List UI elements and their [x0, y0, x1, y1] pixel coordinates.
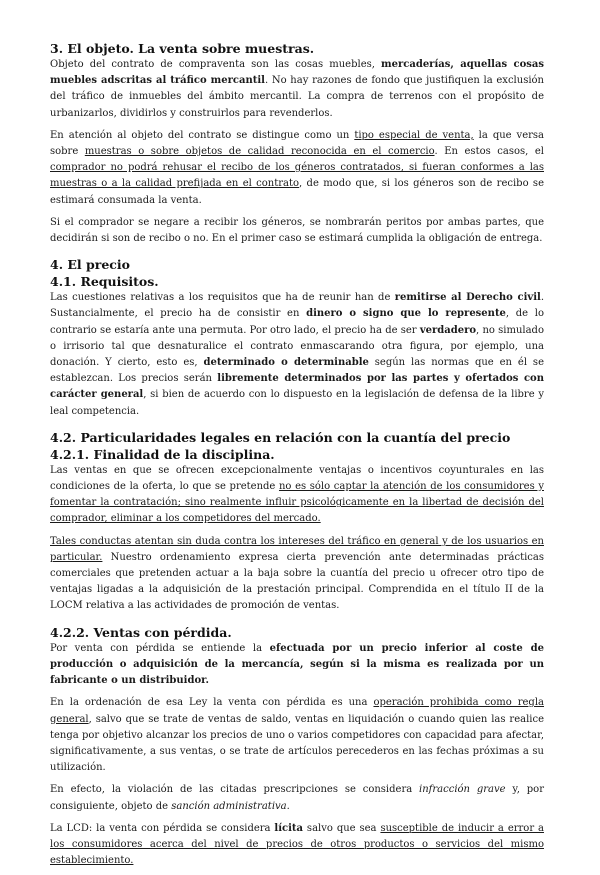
paragraph: Las cuestiones relativas a los requisitos que ha de reunir han de remitirse al Derecho civil. Sustancialmente, el precio ha de consistir en dinero o signo que lo represente, de lo contrario se estaría ante una permuta. Por otro lado, el precio ha de ser verdadero, no simulado o irrisorio tal que desnaturalice el contrato enmascarando otra figura, por ejemplo, una donación. Y cierto, esto es, determinado o determinable según las normas que en él se establezcan. Los precios serán libremente determinados por las partes y ofertados con carácter general, si bien de acuerdo con lo dispuesto en la legislación de defensa de la libre y leal competencia. — [50, 292, 545, 417]
bold-text: mercaderías, aquellas cosas muebles adscritas al tráfico mercantil — [50, 59, 544, 87]
bold-text: remitirse al Derecho civil — [394, 292, 541, 304]
bold-text: determinado o determinable — [203, 357, 369, 369]
section-3-heading: 3. El objeto. La venta sobre muestras. — [50, 41, 315, 56]
paragraph: En la ordenación de esa Ley la venta con pérdida es una operación prohibida como regla general, salvo que se trate de ventas de saldo, ventas en liquidación o cuando quien las realice tenga por objetivo alcanzar los precios de uno o varios competidores con capacidad para afectar, significativamente, a sus ventas, o se trate de artículos perecederos en las fechas próximas a su utilización. — [50, 697, 544, 774]
underlined-text: susceptible de inducir a error a los consumidores acerca del nivel de precios de otros productos o servicios del mismo establecimiento. — [50, 822, 544, 867]
underlined-text: no es sólo captar la atención de los consumidores y fomentar la contratación; sino realmente influir psicológicamente en la libertad de decisión del comprador, eliminar a los competidores del mercado. — [50, 481, 544, 525]
section-4-2-heading: 4.2. Particularidades legales en relación con la cuantía del precio — [50, 429, 511, 445]
bold-text: dinero o signo que lo represente — [306, 308, 506, 320]
paragraph: En atención al objeto del contrato se distingue como un tipo especial de venta, la que versa sobre muestras o sobre objetos de calidad reconocida en el comercio. En estos casos, el comprador no podrá rehusar el recibo de los géneros contratados, si fueran conformes a las muestras o a la calidad prefijada en el contrato, de modo que, si los géneros son de recibo se estimará consumada la venta. — [50, 129, 544, 206]
paragraph: En efecto, la violación de las citadas prescripciones se considera infracción grave y, por consiguiente, objeto de sanción administrativa. — [50, 784, 544, 812]
bold-text: lícita — [274, 822, 304, 834]
underlined-text: tipo especial de venta, — [354, 129, 474, 141]
paragraph: La LCD: la venta con pérdida se considera lícita salvo que sea susceptible de inducir a error a los consumidores acerca del nivel de precios de otros productos o servicios del mismo establecimiento. — [50, 822, 544, 867]
underlined-text: muestras o sobre objetos de calidad reconocida en el comercio — [84, 146, 435, 158]
paragraph: Las ventas en que se ofrecen excepcionalmente ventajas o incentivos coyunturales en las condiciones de la oferta, lo que se pretende no es sólo captar la atención de los consumidores y fomentar la contratación; sino realmente influir psicológicamente en la libertad de decisión del comprador, eliminar a los competidores del mercado. — [50, 464, 544, 525]
italic-text: sanción administrativa — [171, 800, 287, 812]
paragraph: Si el comprador se negare a recibir los géneros, se nombrarán peritos por ambas partes, que decidirán si son de recibo o no. En el primer caso se estimará cumplida la obligación de entrega. — [50, 216, 544, 245]
underlined-text: Tales conductas atentan sin duda contra los intereses del tráfico en general y de los usuarios en particular. — [50, 535, 544, 563]
subsection-4-2-2-heading: 4.2.2. Ventas con pérdida. — [50, 624, 232, 640]
subsection-4-1-heading: 4.1. Requisitos. — [50, 274, 159, 290]
bold-text: libremente determinados por las partes y ofertados con carácter general — [50, 373, 544, 401]
section-4-heading: 4. El precio — [50, 257, 131, 273]
italic-text: infracción grave — [419, 784, 506, 796]
bold-text: efectuada por un precio inferior al coste de producción o adquisición de la mercancía, según si la misma es realizada por un fabricante o un distribuidor. — [50, 642, 544, 687]
paragraph: Tales conductas atentan sin duda contra los intereses del tráfico en general y de los usuarios en particular. Nuestro ordenamiento expresa cierta prevención ante determinadas prácticas comerciales que pretenden actuar a la baja sobre la cuantía del precio u ofrecer otro tipo de ventajas ligadas a la adquisición de la prestación principal. Comprendida en el título II de la LOCM relativa a las actividades de promoción de ventas. — [50, 535, 544, 612]
document-page — [50, 40, 544, 875]
paragraph: Por venta con pérdida se entiende la efectuada por un precio inferior al coste de producción o adquisición de la mercancía, según si la misma es realizada por un fabricante o un distribuidor. — [50, 642, 544, 687]
bold-text: verdadero — [419, 324, 477, 336]
subsection-4-2-1-heading: 4.2.1. Finalidad de la disciplina. — [50, 446, 275, 462]
underlined-text: operación prohibida como regla general — [50, 697, 544, 725]
underlined-text: comprador no podrá rehusar el recibo de los géneros contratados, si fueran conformes a las muestras o a la calidad prefijada en el contrato — [50, 162, 544, 190]
paragraph: Objeto del contrato de compraventa son las cosas muebles, mercaderías, aquellas cosas muebles adscritas al tráfico mercantil. No hay razones de fondo que justifiquen la exclusión del tráfico de inmuebles del ámbito mercantil. La compra de terrenos con el propósito de urbanizarlos, dividirlos y construirlos para revenderlos. — [50, 59, 544, 119]
